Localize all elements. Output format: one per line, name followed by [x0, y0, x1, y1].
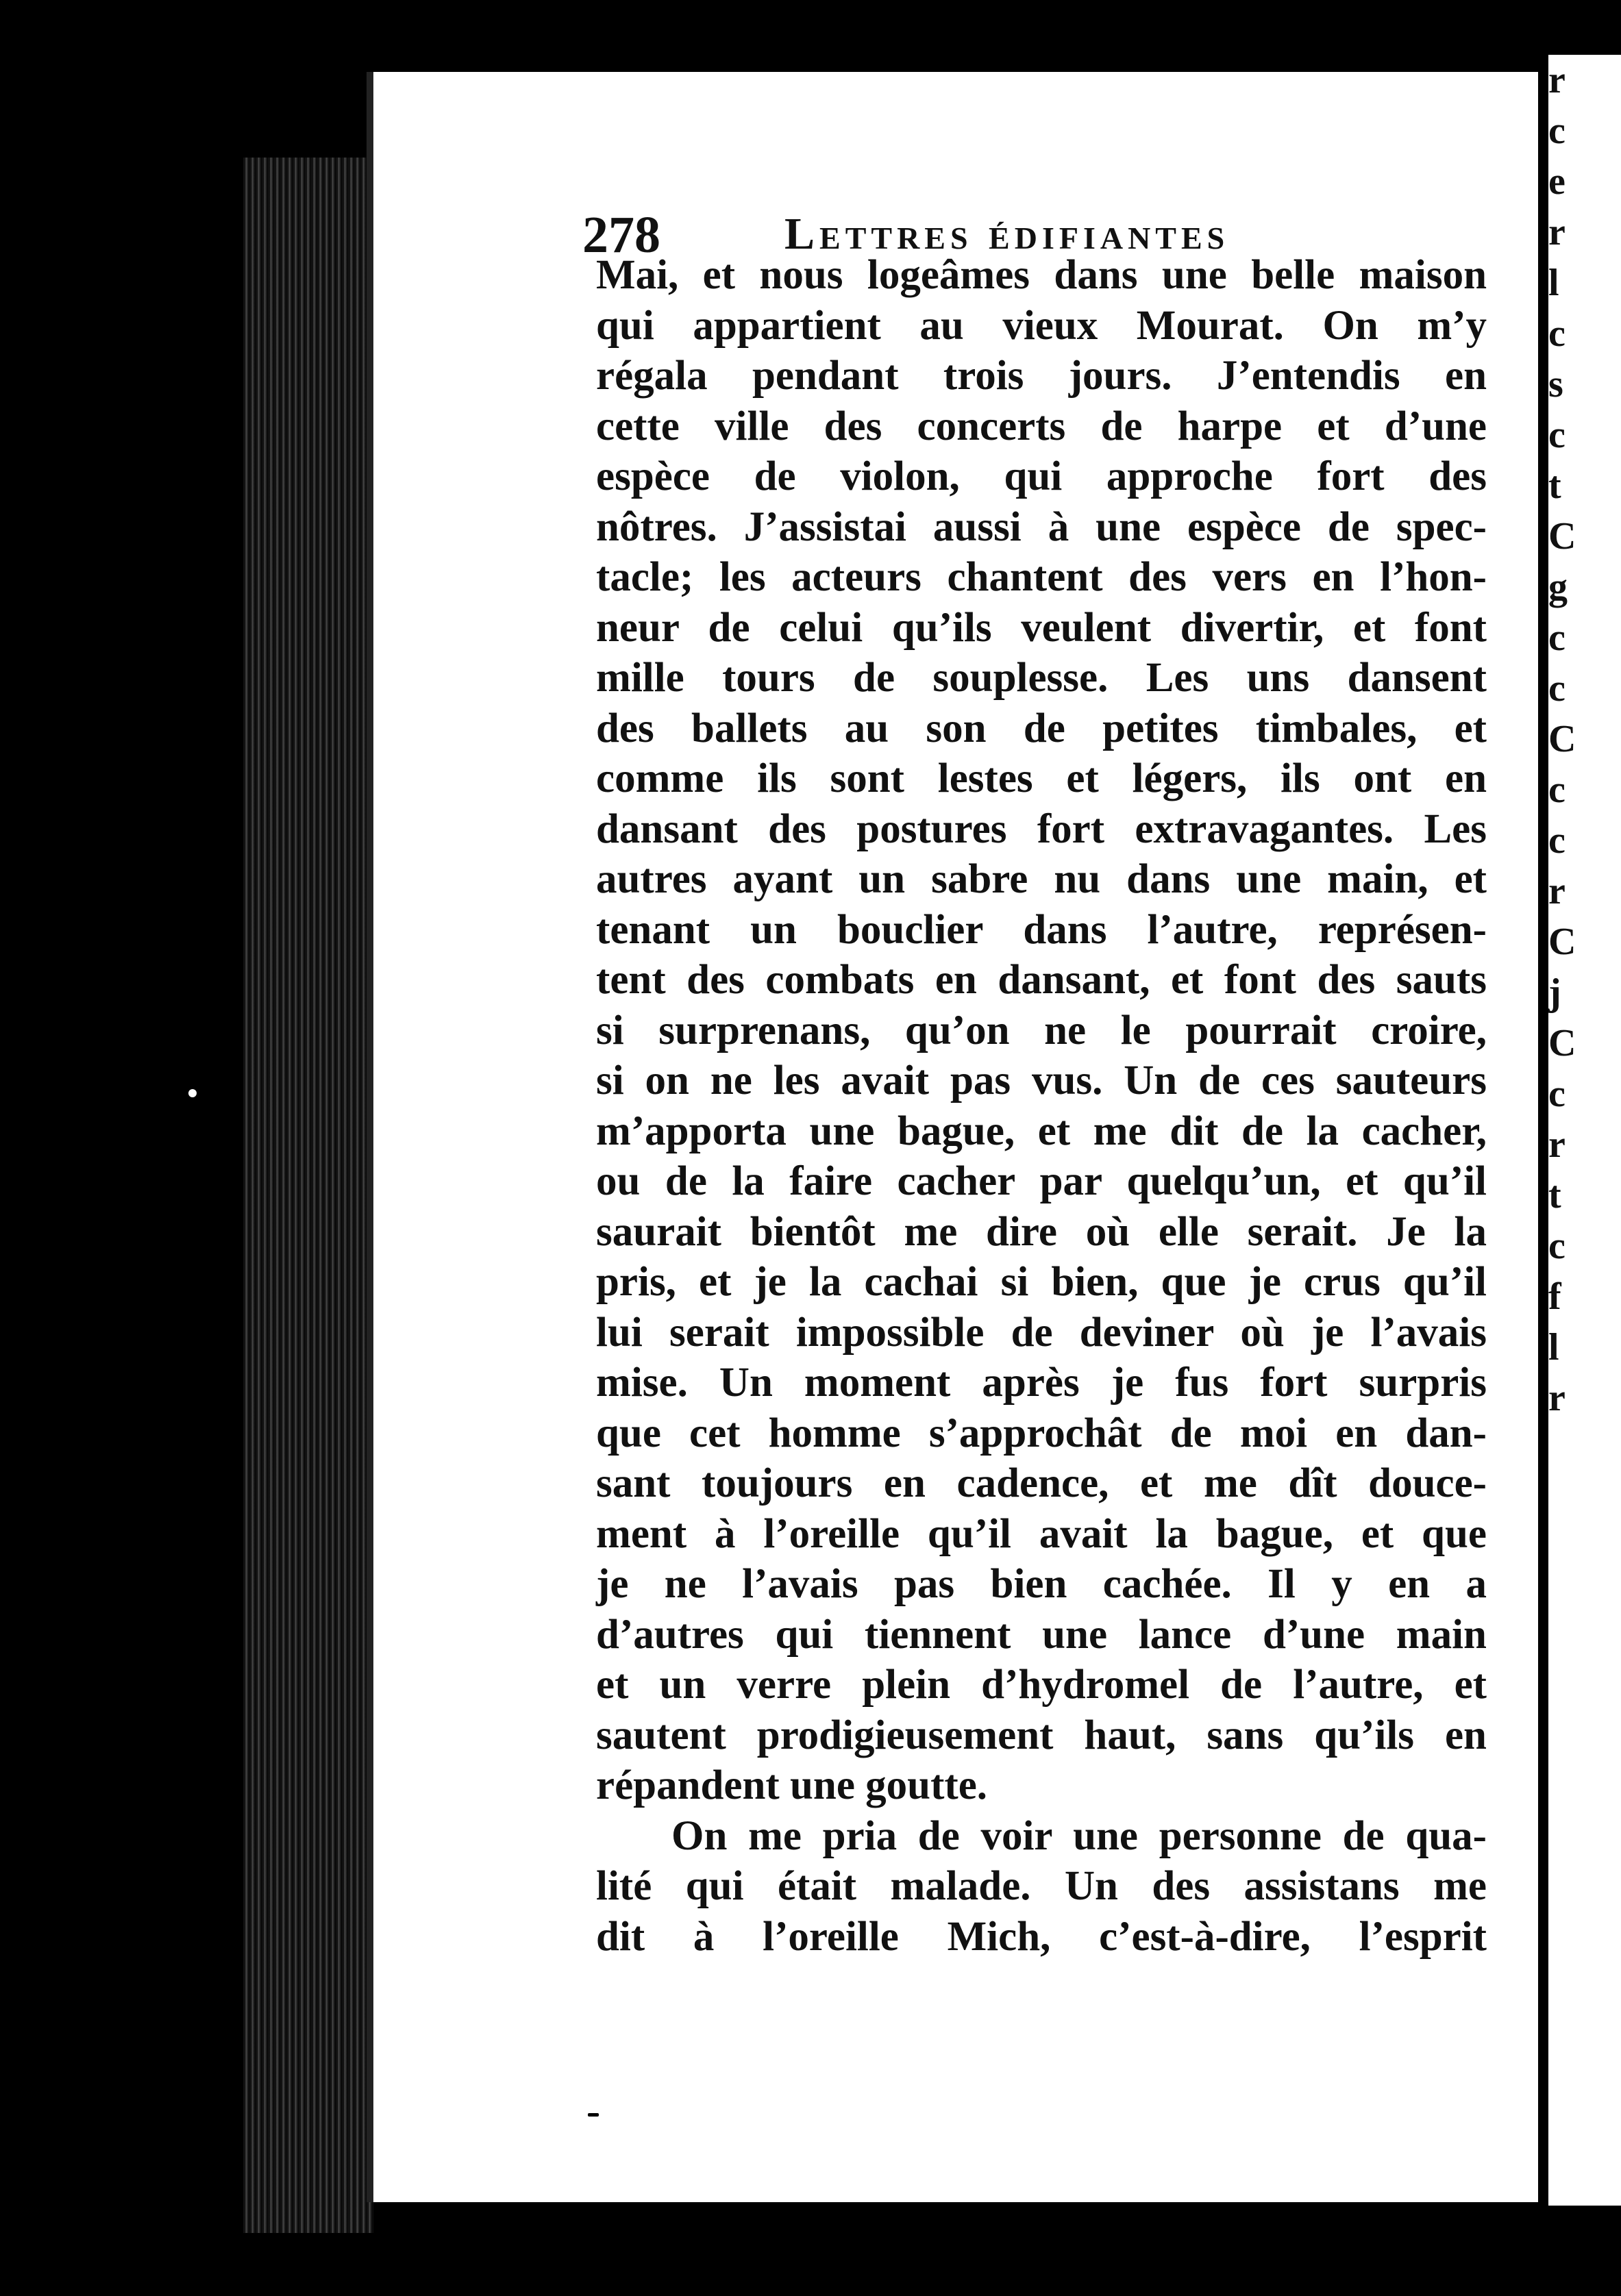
text-line: espèce de violon, qui approche fort des: [596, 453, 1487, 499]
text-line: comme ils sont lestes et légers, ils ont en: [596, 756, 1487, 801]
text-line: mille tours de souplesse. Les uns dansent: [596, 655, 1487, 701]
text-line: je ne l’avais pas bien cachée. Il y en a: [596, 1561, 1487, 1607]
text-line: si on ne les avait pas vus. Un de ces sauteurs: [596, 1058, 1487, 1103]
adjacent-page-letter: r: [1548, 1377, 1566, 1419]
text-line: tenant un bouclier dans l’autre, représen-: [596, 906, 1487, 953]
text-line: autres ayant un sabre nu dans une main, et: [596, 856, 1487, 902]
text-line: ou de la faire cacher par quelqu’un, et qu’il: [596, 1158, 1487, 1204]
text-line: sautent prodigieusement haut, sans qu’ils en: [596, 1712, 1487, 1758]
text-line: d’autres qui tiennent une lance d’une main: [596, 1611, 1487, 1658]
text-line: nôtres. J’assistai aussi à une espèce de spec-: [596, 503, 1487, 550]
adjacent-page-letter: f: [1548, 1275, 1561, 1318]
text-line: ment à l’oreille qu’il avait la bague, et que: [596, 1510, 1487, 1557]
adjacent-page-letter: c: [1548, 414, 1566, 456]
paragraph-end-line: répandent une goutte.: [596, 1762, 988, 1808]
adjacent-page-letter: C: [1548, 921, 1576, 963]
text-line: Mai, et nous logeâmes dans une belle maison: [596, 252, 1487, 298]
adjacent-page-letter: r: [1548, 870, 1566, 912]
paragraph-start-line: On me pria de voir une personne de qua-: [671, 1812, 1487, 1859]
adjacent-page-letter: c: [1548, 667, 1566, 710]
book-fore-edge: [243, 158, 373, 2233]
adjacent-page-letters: [1548, 55, 1576, 1423]
adjacent-page-letter: t: [1548, 1174, 1561, 1216]
adjacent-page-letter: l: [1548, 262, 1559, 304]
adjacent-page-letter: c: [1548, 616, 1566, 659]
text-line: dit à l’oreille Mich, c’est-à-dire, l’esprit: [596, 1913, 1487, 1960]
scan-speck: [188, 1089, 197, 1097]
text-line: lui serait impossible de deviner où je l’avais: [596, 1309, 1487, 1356]
text-line: tacle; les acteurs chantent des vers en l’hon-: [596, 554, 1487, 600]
adjacent-page-letter: c: [1548, 1225, 1566, 1267]
page-number: 278: [582, 206, 660, 264]
adjacent-page-letter: C: [1548, 1022, 1576, 1064]
body-text: [596, 250, 1487, 1962]
text-line: dansant des postures fort extravagantes. Les: [596, 806, 1487, 852]
text-line: mise. Un moment après je fus fort surpris: [596, 1360, 1487, 1406]
adjacent-page-letter: c: [1548, 769, 1566, 811]
adjacent-page-letter: c: [1548, 110, 1566, 152]
adjacent-page-letter: t: [1548, 464, 1561, 507]
adjacent-page-letter: j: [1548, 971, 1561, 1014]
text-line: saurait bientôt me dire où elle serait. Je la: [596, 1208, 1487, 1255]
adjacent-page-letter: g: [1548, 566, 1568, 608]
adjacent-page-letter: r: [1548, 1123, 1566, 1166]
adjacent-page-edge: [1548, 55, 1621, 2206]
adjacent-page-letter: C: [1548, 718, 1576, 760]
text-line: régala pendant trois jours. J’entendis en: [596, 353, 1487, 399]
adjacent-page-letter: c: [1548, 819, 1566, 862]
text-line: pris, et je la cachai si bien, que je crus qu’il: [596, 1259, 1487, 1305]
text-line: si surprenans, qu’on ne le pourrait croire,: [596, 1007, 1487, 1053]
adjacent-page-letter: r: [1548, 59, 1566, 101]
text-line: et un verre plein d’hydromel de l’autre, et: [596, 1662, 1487, 1708]
text-line: des ballets au son de petites timbales, et: [596, 705, 1487, 751]
adjacent-page-letter: c: [1548, 1073, 1566, 1115]
text-line: sant toujours en cadence, et me dît douce-: [596, 1460, 1487, 1506]
text-line: neur de celui qu’ils veulent divertir, et font: [596, 604, 1487, 651]
text-line: cette ville des concerts de harpe et d’une: [596, 403, 1487, 449]
adjacent-page-letter: e: [1548, 160, 1566, 203]
scan-speck: [588, 2113, 599, 2117]
text-line: tent des combats en dansant, et font des sauts: [596, 957, 1487, 1003]
adjacent-page-letter: C: [1548, 515, 1576, 558]
text-line: qui appartient au vieux Mourat. On m’y: [596, 302, 1487, 349]
adjacent-page-letter: l: [1548, 1326, 1559, 1369]
adjacent-page-letter: s: [1548, 363, 1563, 405]
adjacent-page-letter: c: [1548, 312, 1566, 355]
text-line: lité qui était malade. Un des assistans me: [596, 1863, 1487, 1909]
scan-speck: [418, 340, 424, 347]
text-line: que cet homme s’approchât de moi en dan-: [596, 1410, 1487, 1456]
text-line: m’apporta une bague, et me dit de la cacher,: [596, 1108, 1487, 1154]
running-title: Lettres édifiantes: [784, 209, 1230, 259]
adjacent-page-letter: r: [1548, 211, 1566, 253]
